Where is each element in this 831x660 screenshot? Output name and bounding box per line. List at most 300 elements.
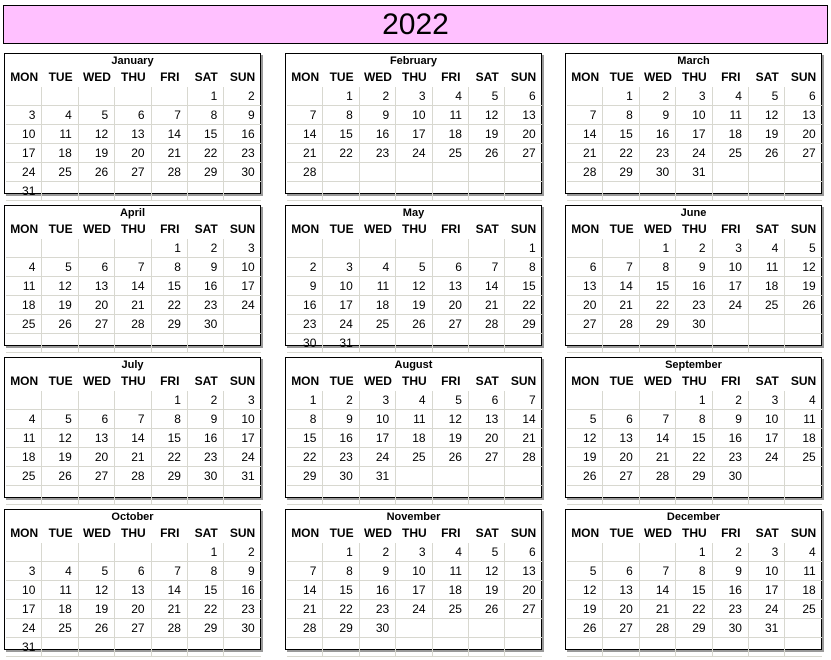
month-title: November [386, 511, 441, 523]
month-april [4, 205, 261, 346]
day-cell: 22 [323, 144, 359, 163]
day-cell [676, 334, 712, 353]
day-cell [505, 182, 541, 201]
day-cell: 10 [396, 106, 432, 125]
day-cell: 16 [323, 429, 359, 448]
year-title: 2022 [3, 5, 828, 44]
day-cell: 19 [433, 429, 469, 448]
day-cell: 27 [433, 315, 469, 334]
day-cell [115, 543, 151, 562]
weekday-header: SUN [510, 222, 537, 236]
day-cell: 26 [567, 467, 603, 486]
day-cell: 27 [79, 315, 115, 334]
day-cell: 26 [469, 600, 505, 619]
day-cell: 19 [79, 144, 115, 163]
day-cell: 28 [469, 315, 505, 334]
day-cell: 6 [603, 562, 639, 581]
day-cell [603, 486, 639, 505]
month-september [565, 357, 822, 498]
day-cell: 30 [640, 163, 676, 182]
day-cell: 18 [42, 144, 78, 163]
day-cell [469, 334, 505, 353]
day-cell: 9 [640, 106, 676, 125]
day-cell [603, 334, 639, 353]
month-title: August [394, 359, 433, 371]
day-cell [640, 486, 676, 505]
day-cell: 27 [115, 163, 151, 182]
day-cell: 16 [224, 125, 260, 144]
day-cell: 25 [433, 600, 469, 619]
weekday-header: SAT [194, 222, 218, 236]
day-cell: 6 [567, 258, 603, 277]
day-cell: 10 [323, 277, 359, 296]
day-cell [152, 87, 188, 106]
day-cell: 21 [152, 600, 188, 619]
weekday-header: MON [291, 526, 320, 540]
day-cell: 4 [6, 410, 42, 429]
day-cell: 17 [6, 144, 42, 163]
day-cell [6, 486, 42, 505]
day-cell: 23 [713, 600, 749, 619]
day-cell [567, 182, 603, 201]
weekday-header: FRI [721, 374, 741, 388]
day-cell [115, 391, 151, 410]
day-cell: 9 [287, 277, 323, 296]
day-cell [505, 467, 541, 486]
day-cell: 21 [505, 429, 541, 448]
day-cell: 21 [115, 448, 151, 467]
day-cell: 19 [567, 448, 603, 467]
day-cell [115, 638, 151, 657]
day-cell [785, 638, 821, 657]
day-cell [79, 486, 115, 505]
month-day-grid [6, 220, 260, 353]
weekday-header: FRI [721, 526, 741, 540]
weekday-header: FRI [441, 70, 461, 84]
day-cell: 1 [676, 391, 712, 410]
day-cell: 3 [6, 106, 42, 125]
day-cell: 29 [188, 619, 224, 638]
day-cell: 24 [6, 619, 42, 638]
day-cell [785, 182, 821, 201]
day-cell [224, 315, 260, 334]
day-cell: 3 [323, 258, 359, 277]
day-cell: 25 [42, 163, 78, 182]
day-cell: 22 [323, 600, 359, 619]
day-cell: 1 [152, 239, 188, 258]
day-cell: 26 [785, 296, 821, 315]
day-cell: 2 [713, 391, 749, 410]
weekday-header: FRI [721, 70, 741, 84]
day-cell: 14 [115, 277, 151, 296]
day-cell: 4 [749, 239, 785, 258]
day-cell: 7 [603, 258, 639, 277]
day-cell: 20 [433, 296, 469, 315]
weekday-header: TUE [609, 222, 634, 236]
day-cell: 7 [152, 562, 188, 581]
weekday-header: WED [643, 222, 672, 236]
month-day-grid [6, 68, 260, 201]
day-cell: 7 [640, 410, 676, 429]
day-cell: 9 [713, 410, 749, 429]
day-cell: 25 [433, 144, 469, 163]
day-cell [42, 334, 78, 353]
day-cell [469, 182, 505, 201]
day-cell: 25 [42, 619, 78, 638]
weekday-header: THU [402, 222, 427, 236]
day-cell: 25 [396, 448, 432, 467]
day-cell [360, 182, 396, 201]
day-cell [567, 239, 603, 258]
day-cell: 2 [640, 87, 676, 106]
weekday-header: SAT [755, 222, 779, 236]
day-cell: 3 [749, 391, 785, 410]
day-cell: 4 [396, 391, 432, 410]
day-cell: 30 [676, 315, 712, 334]
day-cell: 8 [603, 106, 639, 125]
day-cell [152, 638, 188, 657]
day-cell [152, 486, 188, 505]
day-cell: 30 [188, 315, 224, 334]
day-cell: 6 [785, 87, 821, 106]
day-cell: 5 [469, 87, 505, 106]
day-cell: 5 [469, 543, 505, 562]
day-cell: 29 [603, 163, 639, 182]
day-cell: 28 [115, 467, 151, 486]
day-cell [640, 638, 676, 657]
day-cell: 17 [749, 429, 785, 448]
day-cell: 29 [676, 619, 712, 638]
day-cell [749, 486, 785, 505]
weekday-header: THU [121, 222, 146, 236]
day-cell: 1 [323, 543, 359, 562]
day-cell: 19 [42, 448, 78, 467]
day-cell: 25 [360, 315, 396, 334]
day-cell: 22 [603, 144, 639, 163]
day-cell [676, 638, 712, 657]
day-cell [785, 619, 821, 638]
day-cell: 3 [360, 391, 396, 410]
day-cell: 26 [433, 448, 469, 467]
day-cell: 27 [603, 619, 639, 638]
day-cell [603, 182, 639, 201]
day-cell: 16 [360, 125, 396, 144]
day-cell: 13 [505, 562, 541, 581]
day-cell: 19 [567, 600, 603, 619]
weekday-header: TUE [609, 526, 634, 540]
day-cell: 2 [676, 239, 712, 258]
month-march [565, 53, 822, 194]
day-cell [224, 486, 260, 505]
day-cell: 18 [749, 277, 785, 296]
day-cell: 17 [396, 581, 432, 600]
day-cell: 7 [640, 562, 676, 581]
day-cell [79, 638, 115, 657]
day-cell: 1 [323, 87, 359, 106]
day-cell: 8 [676, 410, 712, 429]
day-cell: 9 [713, 562, 749, 581]
day-cell: 21 [287, 144, 323, 163]
day-cell: 13 [785, 106, 821, 125]
day-cell [433, 334, 469, 353]
day-cell: 15 [152, 429, 188, 448]
day-cell [396, 486, 432, 505]
day-cell: 28 [505, 448, 541, 467]
day-cell: 2 [224, 543, 260, 562]
weekday-header: SAT [755, 70, 779, 84]
weekday-header: FRI [441, 222, 461, 236]
day-cell [115, 334, 151, 353]
day-cell [640, 182, 676, 201]
day-cell: 7 [287, 562, 323, 581]
weekday-header: MON [571, 526, 600, 540]
day-cell: 28 [640, 619, 676, 638]
day-cell [287, 239, 323, 258]
weekday-header: SAT [475, 70, 499, 84]
day-cell [676, 182, 712, 201]
day-cell: 11 [42, 581, 78, 600]
weekday-header: SAT [475, 526, 499, 540]
day-cell: 20 [79, 448, 115, 467]
day-cell: 12 [785, 258, 821, 277]
day-cell: 28 [287, 619, 323, 638]
month-june [565, 205, 822, 346]
day-cell: 6 [79, 258, 115, 277]
weekday-header: SUN [510, 526, 537, 540]
day-cell: 21 [567, 144, 603, 163]
day-cell: 27 [505, 144, 541, 163]
weekday-header: SAT [194, 526, 218, 540]
day-cell: 8 [188, 106, 224, 125]
day-cell: 26 [749, 144, 785, 163]
day-cell [152, 182, 188, 201]
day-cell: 21 [469, 296, 505, 315]
day-cell: 15 [323, 581, 359, 600]
day-cell [749, 182, 785, 201]
day-cell: 8 [505, 258, 541, 277]
month-title: April [119, 207, 146, 219]
day-cell: 24 [224, 448, 260, 467]
day-cell: 5 [749, 87, 785, 106]
day-cell: 24 [676, 144, 712, 163]
day-cell: 28 [287, 163, 323, 182]
day-cell [433, 486, 469, 505]
day-cell: 9 [323, 410, 359, 429]
day-cell [567, 334, 603, 353]
day-cell: 16 [360, 581, 396, 600]
month-day-grid [6, 372, 260, 505]
day-cell: 27 [469, 448, 505, 467]
day-cell [42, 486, 78, 505]
day-cell: 1 [640, 239, 676, 258]
day-cell: 23 [224, 144, 260, 163]
day-cell: 13 [79, 429, 115, 448]
day-cell: 23 [287, 315, 323, 334]
day-cell: 18 [6, 448, 42, 467]
day-cell: 13 [505, 106, 541, 125]
day-cell [79, 87, 115, 106]
day-cell: 16 [713, 581, 749, 600]
day-cell: 22 [676, 448, 712, 467]
day-cell: 10 [224, 410, 260, 429]
day-cell: 27 [603, 467, 639, 486]
weekday-header: THU [682, 526, 707, 540]
day-cell: 12 [469, 106, 505, 125]
day-cell: 18 [396, 429, 432, 448]
day-cell: 29 [152, 467, 188, 486]
day-cell: 31 [323, 334, 359, 353]
day-cell: 17 [224, 429, 260, 448]
weekday-header: WED [363, 70, 392, 84]
day-cell: 17 [396, 125, 432, 144]
weekday-header: TUE [329, 374, 354, 388]
day-cell: 29 [505, 315, 541, 334]
day-cell: 14 [640, 429, 676, 448]
day-cell: 22 [676, 600, 712, 619]
day-cell: 10 [713, 258, 749, 277]
day-cell: 21 [640, 448, 676, 467]
day-cell: 12 [567, 581, 603, 600]
day-cell [396, 163, 432, 182]
day-cell: 25 [6, 315, 42, 334]
day-cell: 10 [749, 562, 785, 581]
day-cell: 11 [749, 258, 785, 277]
day-cell: 31 [6, 182, 42, 201]
day-cell [713, 486, 749, 505]
day-cell: 3 [713, 239, 749, 258]
day-cell: 18 [433, 125, 469, 144]
day-cell: 19 [396, 296, 432, 315]
day-cell: 4 [433, 543, 469, 562]
day-cell: 14 [567, 125, 603, 144]
day-cell: 24 [713, 296, 749, 315]
day-cell: 23 [713, 448, 749, 467]
day-cell: 6 [115, 562, 151, 581]
day-cell: 8 [287, 410, 323, 429]
day-cell: 24 [396, 600, 432, 619]
day-cell [567, 87, 603, 106]
day-cell: 11 [785, 562, 821, 581]
weekday-header: MON [291, 70, 320, 84]
day-cell [323, 182, 359, 201]
day-cell: 3 [224, 391, 260, 410]
month-day-grid [567, 524, 821, 657]
day-cell [6, 239, 42, 258]
day-cell: 10 [224, 258, 260, 277]
day-cell [749, 315, 785, 334]
day-cell: 31 [224, 467, 260, 486]
day-cell: 17 [713, 277, 749, 296]
day-cell [640, 391, 676, 410]
weekday-header: WED [363, 222, 392, 236]
day-cell: 1 [505, 239, 541, 258]
day-cell: 27 [505, 600, 541, 619]
day-cell: 10 [396, 562, 432, 581]
day-cell: 16 [640, 125, 676, 144]
day-cell [42, 391, 78, 410]
day-cell [6, 391, 42, 410]
weekday-header: SUN [510, 374, 537, 388]
day-cell: 29 [152, 315, 188, 334]
day-cell: 15 [188, 581, 224, 600]
day-cell [469, 163, 505, 182]
day-cell [42, 87, 78, 106]
day-cell: 22 [152, 296, 188, 315]
weekday-header: MON [291, 374, 320, 388]
weekday-header: WED [363, 526, 392, 540]
day-cell: 11 [396, 410, 432, 429]
weekday-header: SUN [229, 222, 256, 236]
day-cell: 17 [749, 581, 785, 600]
day-cell [505, 163, 541, 182]
weekday-header: THU [402, 526, 427, 540]
day-cell: 2 [323, 391, 359, 410]
day-cell [433, 239, 469, 258]
day-cell [42, 239, 78, 258]
day-cell: 25 [785, 448, 821, 467]
weekday-header: FRI [160, 222, 180, 236]
day-cell: 13 [115, 125, 151, 144]
day-cell: 11 [360, 277, 396, 296]
day-cell: 4 [785, 543, 821, 562]
day-cell [188, 334, 224, 353]
day-cell: 24 [6, 163, 42, 182]
day-cell: 26 [396, 315, 432, 334]
day-cell: 10 [6, 581, 42, 600]
day-cell: 5 [42, 258, 78, 277]
day-cell [323, 239, 359, 258]
day-cell [152, 543, 188, 562]
day-cell: 19 [749, 125, 785, 144]
day-cell: 2 [287, 258, 323, 277]
day-cell: 30 [360, 619, 396, 638]
month-day-grid [6, 524, 260, 657]
day-cell: 6 [505, 87, 541, 106]
weekday-header: TUE [609, 374, 634, 388]
day-cell: 19 [469, 581, 505, 600]
day-cell: 8 [676, 562, 712, 581]
weekday-header: MON [291, 222, 320, 236]
day-cell: 14 [603, 277, 639, 296]
day-cell: 30 [224, 619, 260, 638]
weekday-header: SUN [790, 374, 817, 388]
day-cell: 21 [115, 296, 151, 315]
day-cell: 3 [396, 543, 432, 562]
month-title: July [121, 359, 144, 371]
day-cell [79, 334, 115, 353]
weekday-header: SUN [229, 70, 256, 84]
month-january [4, 53, 261, 198]
day-cell [785, 315, 821, 334]
weekday-header: FRI [160, 526, 180, 540]
day-cell [603, 239, 639, 258]
day-cell: 1 [603, 87, 639, 106]
day-cell [360, 638, 396, 657]
weekday-header: TUE [609, 70, 634, 84]
day-cell: 26 [42, 315, 78, 334]
weekday-header: SUN [790, 526, 817, 540]
day-cell: 5 [79, 562, 115, 581]
month-august [285, 357, 542, 498]
day-cell: 22 [287, 448, 323, 467]
day-cell [42, 638, 78, 657]
day-cell: 3 [224, 239, 260, 258]
day-cell: 30 [224, 163, 260, 182]
day-cell: 20 [469, 429, 505, 448]
weekday-header: MON [10, 222, 39, 236]
day-cell: 2 [188, 239, 224, 258]
day-cell [640, 543, 676, 562]
